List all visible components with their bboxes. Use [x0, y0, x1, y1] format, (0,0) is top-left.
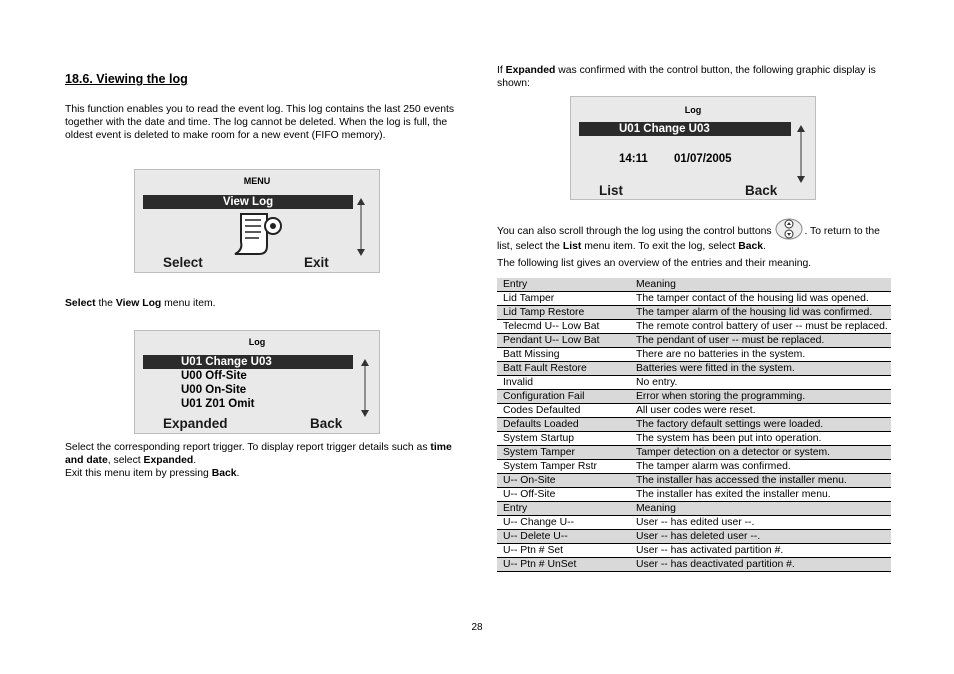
entry-cell: Lid Tamp Restore [497, 306, 630, 320]
log-screen-header: Log [248, 337, 266, 347]
entry-cell: Defaults Loaded [497, 418, 630, 432]
table-row [497, 502, 891, 516]
table-row [497, 558, 891, 572]
table-row [497, 488, 891, 502]
meaning-cell: User -- has deleted user --. [630, 530, 891, 544]
entry-cell: U-- Ptn # Set [497, 544, 630, 558]
meaning-cell: The tamper alarm was confirmed. [630, 460, 891, 474]
table-row [497, 530, 891, 544]
meaning-cell: User -- has activated partition #. [630, 544, 891, 558]
meaning-cell: The tamper alarm of the housing lid was confirmed. [630, 306, 891, 320]
entry-cell: Pendant U-- Low Bat [497, 334, 630, 348]
scroll-text-4: . [763, 241, 766, 252]
entry-cell: Entry [497, 278, 630, 292]
select-end: menu item. [161, 298, 216, 309]
expanded-bold: Expanded [143, 455, 194, 466]
table-row [497, 376, 891, 390]
entry-cell: Lid Tamper [497, 292, 630, 306]
table-row [497, 404, 891, 418]
meaning-cell: The installer has exited the installer menu. [630, 488, 891, 502]
back-bold: Back [738, 241, 764, 252]
scroll-instruction [497, 218, 889, 253]
meaning-cell: There are no batteries in the system. [630, 348, 891, 362]
entry-cell: U-- Change U-- [497, 516, 630, 530]
entry-cell: U-- On-Site [497, 474, 630, 488]
table-row [497, 348, 891, 362]
table-row [497, 460, 891, 474]
expanded-screen [570, 96, 816, 200]
expanded-intro-1: If [497, 65, 506, 76]
menu-screen [134, 169, 380, 273]
entry-cell: Codes Defaulted [497, 404, 630, 418]
event-date: 01/07/2005 [674, 153, 732, 165]
table-row [497, 544, 891, 558]
expanded-selected-item: U01 Change U03 [579, 122, 791, 136]
meaning-cell: Batteries were fitted in the system. [630, 362, 891, 376]
select-instruction [65, 297, 457, 310]
meaning-cell: The installer has accessed the installer menu. [630, 474, 891, 488]
table-row [497, 320, 891, 334]
table-row [497, 390, 891, 404]
entry-cell: System Startup [497, 432, 630, 446]
expanded-screen-header: Log [684, 105, 702, 115]
meaning-cell: User -- has deactivated partition #. [630, 558, 891, 572]
softkey-expanded[interactable]: Expanded [163, 416, 228, 431]
trigger-text-3: . [193, 455, 197, 466]
log-item[interactable]: U00 Off-Site [181, 370, 247, 382]
softkey-exit[interactable]: Exit [304, 255, 329, 270]
entry-cell: System Tamper Rstr [497, 460, 630, 474]
control-buttons-icon [774, 218, 804, 240]
exit-text-end: . [236, 468, 240, 479]
table-row [497, 418, 891, 432]
select-mid: the [95, 298, 116, 309]
expanded-intro-bold: Expanded [505, 65, 556, 76]
exit-text: Exit this menu item by pressing [65, 468, 212, 479]
log-screen [134, 330, 380, 434]
entry-cell: Entry [497, 502, 630, 516]
meaning-cell: Tamper detection on a detector or system. [630, 446, 891, 460]
select-bold: Select [65, 298, 96, 309]
entry-cell: Batt Fault Restore [497, 362, 630, 376]
view-log-bold: View Log [115, 298, 162, 309]
menu-selected-item: View Log [143, 195, 353, 209]
softkey-back[interactable]: Back [310, 416, 343, 431]
meaning-cell: Error when storing the programming. [630, 390, 891, 404]
intro-paragraph: This function enables you to read the event log. This log contains the last 250 events together with the date and time. The log cannot be deleted. When the log is full, the oldest event is deleted to make room for a new event (FIFO memory). [65, 104, 455, 141]
entry-cell: U-- Off-Site [497, 488, 630, 502]
back-bold: Back [211, 468, 237, 479]
meaning-cell: User -- has edited user --. [630, 516, 891, 530]
table-row [497, 306, 891, 320]
scroll-arrow-icon [795, 123, 807, 185]
table-row [497, 432, 891, 446]
table-row [497, 474, 891, 488]
scroll-text-2: . To return to the list, select the [497, 226, 880, 252]
overview-intro: The following list gives an overview of the entries and their meaning. [497, 258, 812, 269]
meaning-cell: The pendant of user -- must be replaced. [630, 334, 891, 348]
log-item[interactable]: U01 Z01 Omit [181, 398, 255, 410]
log-item-selected[interactable]: U01 Change U03 [143, 355, 353, 369]
meaning-cell: The system has been put into operation. [630, 432, 891, 446]
softkey-back[interactable]: Back [745, 183, 778, 198]
entry-cell: U-- Ptn # UnSet [497, 558, 630, 572]
table-row [497, 278, 891, 292]
log-entries-table [497, 278, 891, 572]
list-bold: List [562, 241, 582, 252]
entry-cell: Batt Missing [497, 348, 630, 362]
table-row [497, 292, 891, 306]
meaning-cell: All user codes were reset. [630, 404, 891, 418]
scroll-arrow-icon [355, 196, 367, 258]
table-row [497, 334, 891, 348]
entry-cell: Invalid [497, 376, 630, 390]
scroll-text-3: menu item. To exit the log, select [581, 241, 739, 252]
table-row [497, 446, 891, 460]
menu-screen-header: MENU [243, 176, 271, 186]
trigger-instruction [65, 441, 457, 480]
table-row [497, 362, 891, 376]
entry-cell: Telecmd U-- Low Bat [497, 320, 630, 334]
meaning-cell: The tamper contact of the housing lid was opened. [630, 292, 891, 306]
table-row [497, 516, 891, 530]
scroll-arrow-icon [359, 357, 371, 419]
meaning-cell: Meaning [630, 278, 891, 292]
event-time: 14:11 [619, 153, 648, 165]
meaning-cell: The remote control battery of user -- must be replaced. [630, 320, 891, 334]
section-heading: 18.6. Viewing the log [65, 72, 188, 86]
expanded-intro-2: was confirmed with the control button, the following graphic display is shown: [497, 65, 876, 89]
log-item[interactable]: U00 On-Site [181, 384, 247, 396]
scroll-paper-icon [229, 210, 285, 258]
scroll-text-1: You can also scroll through the log using the control buttons [497, 226, 775, 237]
expanded-intro [497, 64, 882, 90]
softkey-select[interactable]: Select [163, 255, 203, 270]
meaning-cell: No entry. [630, 376, 891, 390]
trigger-text-1: Select the corresponding report trigger. To display report trigger details such as [65, 442, 431, 453]
trigger-text-2: , select [107, 455, 144, 466]
entry-cell: Configuration Fail [497, 390, 630, 404]
softkey-list[interactable]: List [599, 183, 624, 198]
meaning-cell: The factory default settings were loaded. [630, 418, 891, 432]
time-date-bold: time and date [65, 442, 452, 466]
meaning-cell: Meaning [630, 502, 891, 516]
entry-cell: System Tamper [497, 446, 630, 460]
entry-cell: U-- Delete U-- [497, 530, 630, 544]
page-number: 28 [471, 622, 483, 633]
